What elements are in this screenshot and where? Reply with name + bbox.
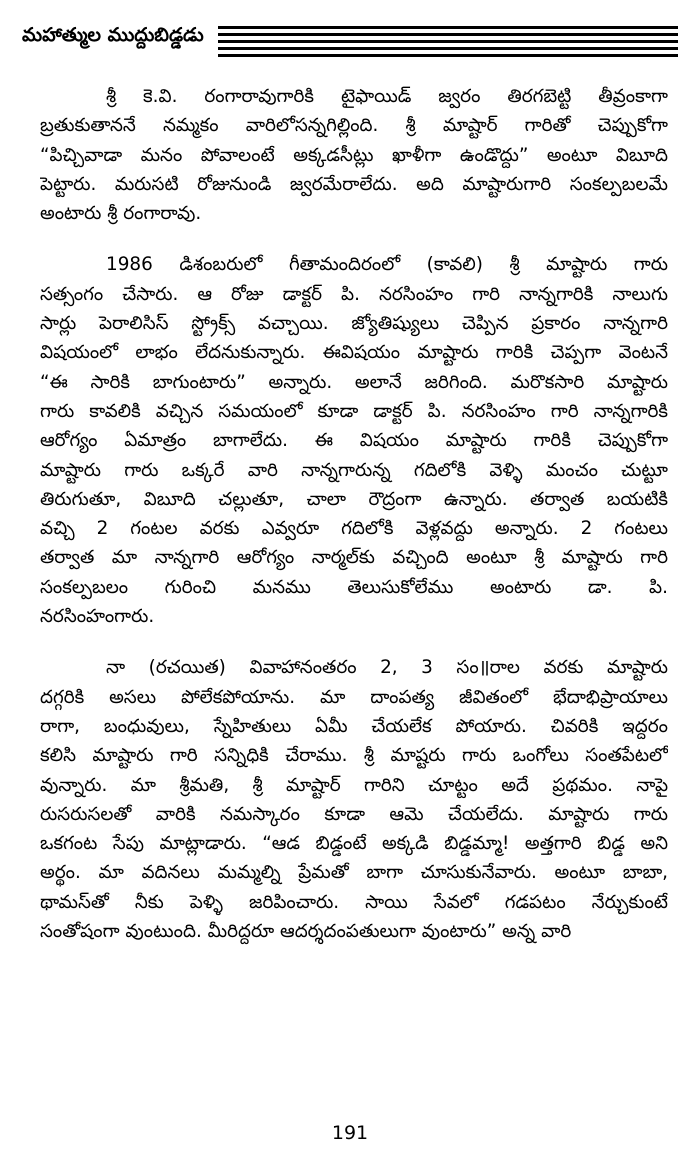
text-line: విషయంలో లాభం లేదనుకున్నారు. ఈవిషయం మాష్టారు గారికి చెప్పగా వెంటనే (40, 342, 668, 364)
text-line: సంతోషంగా వుంటుంది. మీరిద్దరూ ఆదర్శదంపతులుగా వుంటారు” అన్న వారి (40, 921, 572, 943)
text-line: వచ్చి 2 గంటల వరకు ఎవ్వరూ గదిలోకి వెళ్లవద్దు అన్నారు. 2 గంటలు (40, 518, 668, 540)
header-decorative-rules (218, 26, 678, 56)
text-line: తర్వాత మా నాన్నగారి ఆరోగ్యం నార్మల్‌కు వచ్చింది అంటూ శ్రీ మాష్టారు గారి (40, 547, 668, 569)
text-line: 1986 డిశంబరులో గీతామందిరంలో (కావలి) శ్రీ మాష్టారు గారు (106, 254, 668, 276)
text-line: నా (రచయిత) వివాహానంతరం 2, 3 సం॥రాల వరకు మాష్టారు (106, 657, 668, 679)
text-line: అర్థం. మా వదినలు మమ్మల్ని ప్రేమతో బాగా చూసుకునేవారు. అంటూ బాబా, (40, 862, 668, 884)
text-line: రాగా, బంధువులు, స్నేహితులు ఏమీ చేయలేక పోయారు. చివరికి ఇద్దరం (40, 715, 668, 737)
text-line: బ్రతుకుతాననే నమ్మకం వారిలోసన్నగిల్లింది. శ్రీ మాష్టార్ గారితో చెప్పుకోగా (40, 115, 668, 137)
text-line: గారు కావలికి వచ్చిన సమయంలో కూడా డాక్టర్ పి. నరసింహం గారి నాన్నగారికి (40, 400, 668, 422)
header-rule (218, 40, 678, 43)
text-line: సత్సంగం చేసారు. ఆ రోజు డాక్టర్ పి. నరసింహం గారి నాన్నగారికి నాలుగు (40, 283, 668, 305)
text-line: వున్నారు. మా శ్రీమతి, శ్రీ మాష్టార్ గారిని చూట్టం అదే ప్రథమం. నాపై (40, 774, 668, 796)
text-line: “ఈ సారికి బాగుంటారు” అన్నారు. అలానే జరిగింది. మరొకసారి మాష్టారు (40, 371, 668, 393)
text-line: రుసరుసలతో వారికి నమస్కారం కూడా ఆమె చేయలేదు. మాష్టారు గారు (40, 803, 668, 825)
header-rule (218, 54, 678, 57)
paragraph (40, 653, 668, 946)
text-line: ఒకగంట సేపు మాట్లాడారు. “ఆడ బిడ్డంటే అక్కడి బిడ్డమ్మా! అత్తగారి బిడ్డ అని (40, 833, 668, 855)
paragraph (40, 82, 668, 228)
header-rule (218, 26, 678, 29)
text-line: “పిచ్చివాడా మనం పోవాలంటే అక్కడసీట్లు ఖాళీగా ఉండొద్దు” అంటూ విబూది (40, 144, 668, 166)
header-rule (218, 47, 678, 50)
text-line: సంకల్పబలం గురించి మనము తెలుసుకోలేము అంటారు డా. పి. (40, 576, 668, 598)
text-line: తిరుగుతూ, విబూది చల్లుతూ, చాలా రౌద్రంగా ఉన్నారు. తర్వాత బయటికి (40, 488, 668, 510)
text-line: థామస్‌తో నీకు పెళ్ళి జరిపించారు. సాయి సేవలో గడపటం నేర్చుకుంటే (40, 891, 668, 913)
text-line: ఆరోగ్యం ఏమాత్రం బాగాలేదు. ఈ విషయం మాష్టారు గారికి చెప్పుకోగా (40, 430, 668, 452)
paragraph (40, 250, 668, 631)
text-line: అంటారు శ్రీ రంగారావు. (40, 203, 202, 225)
text-line: కలిసి మాష్టారు గారి సన్నిధికి చేరాము. శ్రీ మాష్టరు గారు ఒంగోలు సంతపేటలో (40, 745, 668, 767)
header-rule (218, 33, 678, 36)
running-title: మహాత్ముల ముద్దుబిడ్డడు (22, 24, 204, 46)
text-line: పెట్టారు. మరుసటి రోజునుండి జ్వరమేరాలేదు. అది మాష్టారుగారి సంకల్పబలమే (40, 173, 668, 195)
page-header (22, 18, 678, 58)
text-line: దగ్గరికి అసలు పోలేకపోయాను. మా దాంపత్య జీవితంలో భేదాభిప్రాయాలు (40, 686, 668, 708)
page-body (40, 82, 668, 968)
page-number: 191 (331, 1122, 369, 1144)
text-line: సార్లు పెరాలిసిస్ స్ట్రోక్స్ వచ్చాయి. జ్యోతిష్యులు చెప్పిన ప్రకారం నాన్నగారి (40, 313, 668, 335)
text-line: శ్రీ కె.వి. రంగారావుగారికి టైఫాయిడ్ జ్వరం తిరగబెట్టి తీవ్రంకాగా (106, 86, 668, 107)
text-line: మాష్టారు గారు ఒక్కరే వారి నాన్నగారున్న గదిలోకి వెళ్ళి మంచం చుట్టూ (40, 459, 668, 481)
text-line: నరసింహంగారు. (40, 606, 155, 628)
